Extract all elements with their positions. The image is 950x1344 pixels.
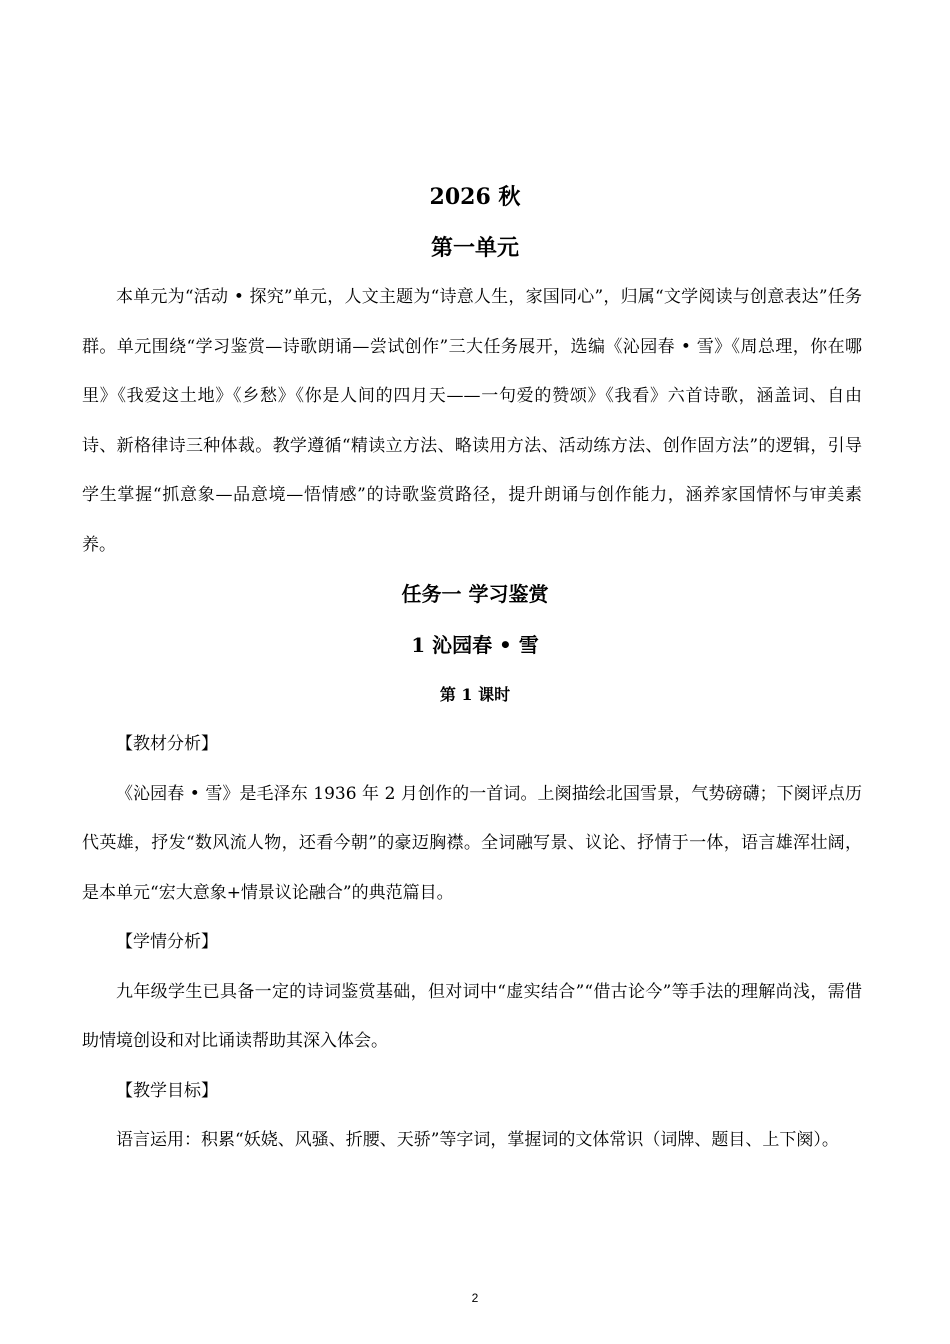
- lesson-title: 1 沁园春 • 雪: [411, 633, 539, 657]
- period-title: 第 1 课时: [439, 685, 511, 704]
- unit-intro: [82, 273, 862, 570]
- page-number: 2: [471, 1291, 479, 1305]
- task-title: 任务一 学习鉴赏: [401, 582, 549, 606]
- document-title-year: 2026 秋: [429, 184, 521, 210]
- section-text-student-analysis: 九年级学生已具备一定的诗词鉴赏基础，但对词中“虚实结合”“借古论今”等手法的理解尚浅，需借助情境创设和对比诵读帮助其深入体会。: [82, 981, 862, 1051]
- section-text-textbook-analysis: 《沁园春 • 雪》是毛泽东 1936 年 2 月创作的一首词。上阕描绘北国雪景，气势磅礴；下阕评点历代英雄，抒发“数风流人物，还看今朝”的豪迈胸襟。全词融写景、议论、抒情于一体，语言雄浑壮阔，是本单元“宏大意象+情景议论融合”的典范篇目。: [82, 783, 862, 903]
- section-text-teaching-goals: 语言运用：积累“妖娆、风骚、折腰、天骄”等字词，掌握词的文体常识（词牌、题目、上下阕）。: [116, 1130, 839, 1150]
- lesson-body: [82, 720, 862, 1166]
- document-title-unit: 第一单元: [430, 235, 519, 261]
- section-heading-student-analysis: 【学情分析】: [116, 932, 218, 952]
- section-heading-textbook-analysis: 【教材分析】: [116, 734, 218, 754]
- section-heading-teaching-goals: 【教学目标】: [116, 1080, 218, 1101]
- intro-paragraph: 本单元为“活动 • 探究”单元，人文主题为“诗意人生，家国同心”，归属“文学阅读与创意表达”任务群。单元围绕“学习鉴赏—诗歌朗诵—尝试创作”三大任务展开，选编《沁园春 • 雪》《周总理，你在哪里》《我爱这土地》《乡愁》《你是人间的四月天——一句爱的赞颂》《我看》六首诗歌，涵盖词、自由诗、新格律诗三种体裁。教学遵循“精读立方法、略读用方法、活动练方法、创作固方法”的逻辑，引导学生掌握“抓意象—品意境—悟情感”的诗歌鉴赏路径，提升朗诵与创作能力，涵养家国情怀与审美素养。: [82, 287, 862, 555]
